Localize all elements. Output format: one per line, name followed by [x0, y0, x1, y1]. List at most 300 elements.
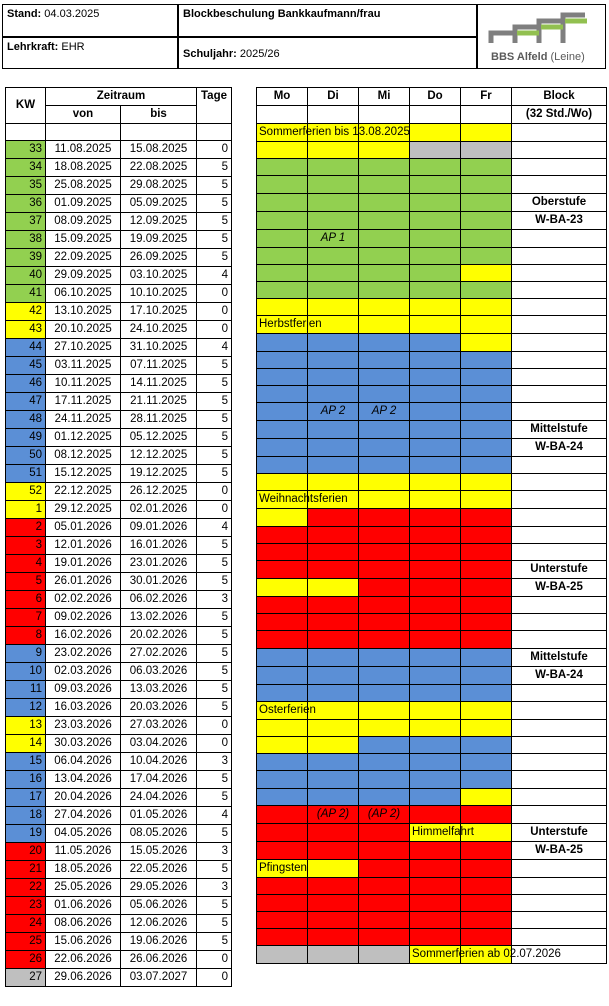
mi-cell — [359, 579, 410, 597]
fr-cell — [461, 597, 512, 614]
kw-cell: 10 — [6, 663, 46, 681]
tage-cell: 0 — [197, 303, 232, 321]
block-cell — [512, 474, 607, 491]
do-cell — [410, 859, 461, 877]
von-cell: 25.05.2026 — [46, 879, 121, 897]
week-row — [6, 357, 232, 375]
block-cell: Unterstufe — [512, 561, 607, 579]
do-cell — [410, 929, 461, 946]
tage-cell: 5 — [197, 159, 232, 177]
bis-cell: 14.11.2025 — [121, 375, 197, 393]
block-cell — [512, 929, 607, 946]
block-cell — [512, 264, 607, 281]
mi-cell — [359, 159, 410, 176]
fr-cell — [461, 701, 512, 719]
do-cell — [410, 579, 461, 597]
fr-cell — [461, 299, 512, 316]
kw-header: KW — [6, 88, 46, 124]
mo-cell — [257, 247, 308, 264]
kw-cell: 41 — [6, 285, 46, 303]
mi-cell — [359, 334, 410, 351]
von-cell: 16.03.2026 — [46, 699, 121, 717]
tage-cell: 5 — [197, 429, 232, 447]
mi-cell — [359, 509, 410, 526]
stand-label: Stand: — [7, 8, 42, 20]
bis-cell: 27.02.2026 — [121, 645, 197, 663]
tage-cell: 5 — [197, 681, 232, 699]
document-header — [2, 4, 606, 69]
kw-cell: 11 — [6, 681, 46, 699]
week-row — [6, 735, 232, 753]
mo-cell — [257, 701, 316, 719]
von-header: von — [46, 106, 121, 124]
von-cell: 18.08.2025 — [46, 159, 121, 177]
di-cell — [308, 229, 359, 247]
stand-box — [2, 4, 178, 37]
von-cell: 22.12.2025 — [46, 483, 121, 501]
tage-cell: 5 — [197, 447, 232, 465]
mo-cell — [257, 684, 308, 701]
di-cell — [308, 299, 359, 316]
mi-cell — [359, 385, 410, 402]
kw-cell: 14 — [6, 735, 46, 753]
block-cell — [512, 229, 607, 247]
kw-cell: 4 — [6, 555, 46, 573]
fr-cell — [461, 877, 512, 894]
block-cell — [512, 334, 607, 351]
block-cell — [512, 159, 607, 176]
di-cell — [308, 368, 359, 385]
bis-cell — [121, 124, 197, 141]
mi-header: Mi — [359, 88, 410, 106]
page-title: Blockbeschulung Bankkaufmann/frau — [183, 8, 381, 20]
von-cell: 01.06.2026 — [46, 897, 121, 915]
mi-cell — [359, 894, 410, 911]
day-row — [257, 247, 607, 264]
fr-cell — [461, 439, 512, 457]
mi-cell — [359, 193, 410, 211]
di-cell — [308, 877, 359, 894]
tage-cell — [197, 124, 232, 141]
week-row — [6, 699, 232, 717]
schuljahr-box — [178, 37, 478, 69]
kw-cell: 5 — [6, 573, 46, 591]
do-cell — [410, 823, 474, 841]
fr-cell — [461, 841, 512, 859]
fr-cell — [461, 631, 512, 648]
mo-cell — [257, 614, 308, 631]
do-cell — [410, 351, 461, 368]
kw-cell: 27 — [6, 969, 46, 987]
kw-cell: 17 — [6, 789, 46, 807]
kw-cell: 42 — [6, 303, 46, 321]
von-cell: 06.10.2025 — [46, 285, 121, 303]
mi-cell — [359, 754, 410, 771]
do-cell — [410, 894, 461, 911]
block-cell — [512, 543, 607, 560]
mo-cell — [257, 264, 308, 281]
von-cell: 27.04.2026 — [46, 807, 121, 825]
fr-cell — [461, 684, 512, 701]
day-row — [257, 684, 607, 701]
fr-cell — [461, 912, 512, 929]
day-row — [257, 211, 607, 229]
mi-cell — [359, 142, 410, 159]
kw-cell: 2 — [6, 519, 46, 537]
kw-cell: 26 — [6, 951, 46, 969]
mo-cell — [257, 841, 308, 859]
logo-subtext: (Leine) — [550, 51, 585, 63]
kw-cell: 1 — [6, 501, 46, 519]
mo-cell — [257, 859, 308, 877]
di-cell — [308, 351, 359, 368]
tage-cell: 5 — [197, 393, 232, 411]
di-cell — [308, 788, 359, 805]
block-cell — [512, 124, 607, 142]
mo-cell — [257, 176, 308, 193]
kw-cell: 20 — [6, 843, 46, 861]
di-cell — [308, 912, 359, 929]
mo-cell — [257, 526, 308, 543]
di-cell — [308, 543, 359, 560]
bis-cell: 26.12.2025 — [121, 483, 197, 501]
holiday-label: Sommerferien ab 02.07.2026 — [412, 948, 561, 961]
block-cell — [512, 509, 607, 526]
mo-cell — [257, 805, 308, 823]
day-row — [257, 701, 607, 719]
day-row — [257, 299, 607, 316]
mo-cell — [257, 299, 308, 316]
mo-cell — [257, 368, 308, 385]
fr-cell — [461, 385, 512, 402]
tage-cell: 5 — [197, 537, 232, 555]
kw-cell: 37 — [6, 213, 46, 231]
day-row — [257, 579, 607, 597]
von-cell: 03.11.2025 — [46, 357, 121, 375]
bis-cell: 29.05.2026 — [121, 879, 197, 897]
block-cell — [512, 771, 607, 788]
bis-cell: 19.09.2025 — [121, 231, 197, 249]
day-row — [257, 526, 607, 543]
week-row — [6, 177, 232, 195]
von-cell: 13.10.2025 — [46, 303, 121, 321]
week-row — [6, 483, 232, 501]
fr-cell — [461, 666, 512, 684]
di-cell — [308, 334, 359, 351]
von-cell: 23.03.2026 — [46, 717, 121, 735]
block-cell — [512, 894, 607, 911]
kw-cell: 33 — [6, 141, 46, 159]
kw-cell: 44 — [6, 339, 46, 357]
bis-cell: 10.10.2025 — [121, 285, 197, 303]
mo-cell — [257, 385, 308, 402]
holiday-label: Osterferien — [259, 703, 316, 716]
von-cell: 08.09.2025 — [46, 213, 121, 231]
mi-cell — [359, 561, 410, 579]
mi-cell — [359, 491, 410, 509]
fr-cell — [461, 579, 512, 597]
day-row — [257, 788, 607, 805]
block-cell — [512, 142, 607, 159]
tage-cell: 0 — [197, 285, 232, 303]
do-cell — [410, 229, 461, 247]
di-cell — [308, 385, 359, 402]
bis-cell: 03.07.2027 — [121, 969, 197, 987]
block-cell — [512, 403, 607, 421]
do-cell — [410, 614, 461, 631]
do-cell — [410, 701, 461, 719]
von-cell: 11.08.2025 — [46, 141, 121, 159]
kw-cell: 12 — [6, 699, 46, 717]
di-cell — [308, 457, 359, 474]
bis-cell: 19.12.2025 — [121, 465, 197, 483]
kw-cell: 6 — [6, 591, 46, 609]
do-cell — [410, 719, 461, 736]
week-row — [6, 393, 232, 411]
kw-cell: 15 — [6, 753, 46, 771]
tage-cell: 4 — [197, 807, 232, 825]
mo-cell — [257, 648, 308, 666]
week-row — [6, 951, 232, 969]
bis-cell: 20.03.2026 — [121, 699, 197, 717]
tage-cell: 5 — [197, 771, 232, 789]
block-cell: W-BA-23 — [512, 211, 607, 229]
holiday-label: Pfingsten — [259, 861, 307, 874]
fr-cell — [461, 771, 512, 788]
fr-cell — [461, 543, 512, 560]
mi-cell — [359, 631, 410, 648]
tage-cell: 5 — [197, 825, 232, 843]
do-cell — [410, 805, 461, 823]
mo-cell — [257, 754, 308, 771]
mi-cell — [359, 771, 410, 788]
mo-cell — [257, 421, 308, 439]
tage-cell: 5 — [197, 645, 232, 663]
bis-cell: 05.09.2025 — [121, 195, 197, 213]
week-row — [6, 609, 232, 627]
bis-cell: 26.06.2026 — [121, 951, 197, 969]
lehrkraft-label: Lehrkraft: — [7, 41, 59, 53]
di-cell — [308, 142, 359, 159]
di-cell — [308, 421, 359, 439]
tage-cell: 5 — [197, 663, 232, 681]
day-row — [257, 597, 607, 614]
fr-cell — [461, 614, 512, 631]
block-cell — [512, 526, 607, 543]
mo-cell — [257, 771, 308, 788]
tage-cell: 5 — [197, 231, 232, 249]
di-cell — [308, 666, 359, 684]
tage-cell: 5 — [197, 699, 232, 717]
week-row — [6, 429, 232, 447]
di-cell — [308, 614, 359, 631]
mo-cell — [257, 159, 308, 176]
block-cell: W-BA-24 — [512, 666, 607, 684]
bis-cell: 09.01.2026 — [121, 519, 197, 537]
tage-cell: 5 — [197, 249, 232, 267]
tage-cell: 5 — [197, 375, 232, 393]
von-cell: 17.11.2025 — [46, 393, 121, 411]
von-cell: 15.06.2026 — [46, 933, 121, 951]
day-row — [257, 281, 607, 298]
fr-cell — [461, 788, 512, 805]
di-cell — [308, 597, 359, 614]
do-cell — [410, 684, 461, 701]
logo-text: BBS Alfeld — [491, 51, 548, 63]
mo-cell — [257, 894, 308, 911]
mo-cell — [257, 334, 308, 351]
fr-header: Fr — [461, 88, 512, 106]
bis-cell: 10.04.2026 — [121, 753, 197, 771]
do-cell — [410, 124, 461, 142]
week-row — [6, 321, 232, 339]
day-row — [257, 229, 607, 247]
block-header: Block — [512, 88, 607, 106]
di-cell — [308, 929, 359, 946]
di-cell — [308, 631, 359, 648]
von-cell: 13.04.2026 — [46, 771, 121, 789]
do-cell — [410, 491, 461, 509]
week-row — [6, 843, 232, 861]
week-row — [6, 789, 232, 807]
school-logo — [476, 4, 606, 69]
mi-cell — [359, 877, 410, 894]
mi-cell — [359, 719, 410, 736]
do-cell — [410, 561, 461, 579]
kw-cell: 25 — [6, 933, 46, 951]
bis-cell: 12.09.2025 — [121, 213, 197, 231]
mi-cell — [359, 841, 410, 859]
week-row — [6, 627, 232, 645]
bis-cell: 28.11.2025 — [121, 411, 197, 429]
day-row — [257, 193, 607, 211]
mo-cell — [257, 631, 308, 648]
day-table — [256, 87, 607, 964]
week-row — [6, 537, 232, 555]
kw-cell: 50 — [6, 447, 46, 465]
do-cell — [410, 648, 461, 666]
day-row — [257, 754, 607, 771]
di-cell — [308, 719, 359, 736]
kw-cell: 3 — [6, 537, 46, 555]
week-row — [6, 501, 232, 519]
mo-cell — [257, 351, 308, 368]
mo-cell — [257, 403, 308, 421]
von-cell: 20.04.2026 — [46, 789, 121, 807]
fr-cell — [461, 368, 512, 385]
di-cell — [308, 894, 359, 911]
block-cell: W-BA-24 — [512, 439, 607, 457]
von-cell: 12.01.2026 — [46, 537, 121, 555]
kw-cell: 7 — [6, 609, 46, 627]
block-cell — [512, 877, 607, 894]
do-cell — [410, 736, 461, 753]
do-cell — [410, 211, 461, 229]
di-cell — [308, 754, 359, 771]
von-cell: 09.02.2026 — [46, 609, 121, 627]
mi-cell — [359, 264, 410, 281]
kw-cell: 18 — [6, 807, 46, 825]
von-cell: 09.03.2026 — [46, 681, 121, 699]
mo-cell — [257, 439, 308, 457]
bis-cell: 08.05.2026 — [121, 825, 197, 843]
block-cell: W-BA-25 — [512, 579, 607, 597]
bis-cell: 22.08.2025 — [121, 159, 197, 177]
schuljahr-label: Schuljahr: — [183, 48, 237, 60]
von-cell: 29.06.2026 — [46, 969, 121, 987]
week-row — [6, 897, 232, 915]
fr-cell — [461, 805, 512, 823]
tage-cell: 5 — [197, 933, 232, 951]
week-row — [6, 447, 232, 465]
do-cell — [410, 509, 461, 526]
block-cell: Mittelstufe — [512, 648, 607, 666]
day-row — [257, 385, 607, 402]
mo-cell — [257, 736, 308, 753]
fr-cell — [461, 859, 512, 877]
tage-cell: 3 — [197, 591, 232, 609]
fr-cell — [461, 281, 512, 298]
mi-cell — [359, 316, 410, 334]
week-row — [6, 213, 232, 231]
block-cell — [512, 299, 607, 316]
day-row — [257, 929, 607, 946]
mo-cell — [257, 561, 308, 579]
von-cell: 02.03.2026 — [46, 663, 121, 681]
mo-cell — [257, 281, 308, 298]
mi-cell — [359, 823, 410, 841]
mi-cell — [359, 281, 410, 298]
mi-cell — [359, 176, 410, 193]
tage-cell: 0 — [197, 951, 232, 969]
schuljahr-value: 2025/26 — [239, 48, 280, 60]
von-cell: 01.09.2025 — [46, 195, 121, 213]
week-row — [6, 303, 232, 321]
exam-label: (AP 2) — [367, 807, 401, 820]
bis-cell: 12.06.2026 — [121, 915, 197, 933]
day-row — [257, 805, 607, 823]
tage-cell: 3 — [197, 879, 232, 897]
bis-cell: 12.12.2025 — [121, 447, 197, 465]
di-cell — [308, 946, 359, 964]
mi-cell — [359, 403, 410, 421]
di-cell — [308, 176, 359, 193]
tage-cell: 3 — [197, 843, 232, 861]
week-row — [6, 465, 232, 483]
bis-cell: 17.04.2026 — [121, 771, 197, 789]
tage-cell: 4 — [197, 267, 232, 285]
do-cell — [410, 247, 461, 264]
mi-cell — [359, 929, 410, 946]
do-cell — [410, 264, 461, 281]
tage-cell: 5 — [197, 195, 232, 213]
fr-cell — [461, 754, 512, 771]
stand-value: 04.03.2025 — [44, 8, 100, 20]
day-row — [257, 142, 607, 159]
block-cell — [512, 457, 607, 474]
fr-cell — [461, 719, 512, 736]
mo-cell — [257, 211, 308, 229]
bis-cell: 02.01.2026 — [121, 501, 197, 519]
week-row — [6, 879, 232, 897]
bis-cell: 30.01.2026 — [121, 573, 197, 591]
day-row — [257, 912, 607, 929]
fr-cell — [461, 561, 512, 579]
holiday-label: Weihnachtsferien — [259, 493, 348, 506]
kw-cell: 51 — [6, 465, 46, 483]
fr-cell — [461, 193, 512, 211]
holiday-label: Himmelfahrt — [412, 825, 474, 838]
